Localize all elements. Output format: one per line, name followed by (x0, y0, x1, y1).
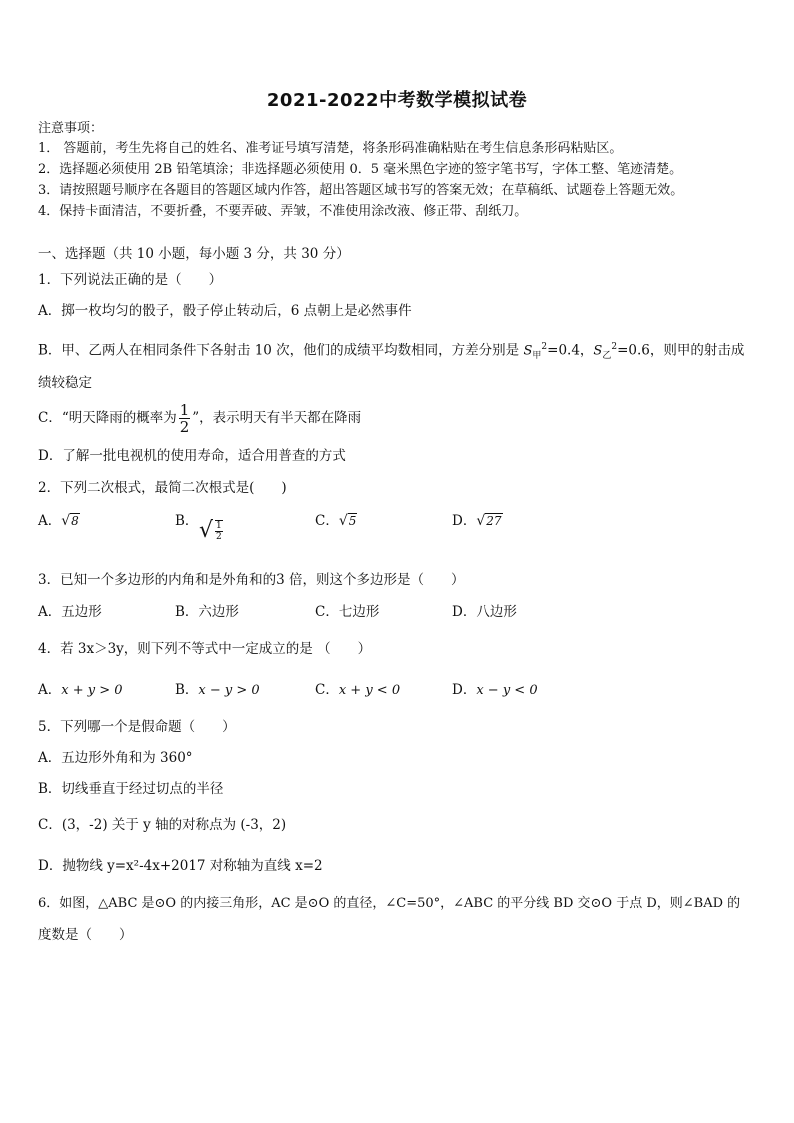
q5-option-b: B．切线垂直于经过切点的半径 (38, 781, 224, 797)
q2-b-den: 2 (216, 532, 222, 542)
q1-option-a: A．掷一枚均匀的骰子，骰子停止转动后，6 点朝上是必然事件 (38, 303, 412, 319)
q2-d-label: D． (452, 513, 477, 529)
q2-a-radicand: 8 (71, 514, 79, 528)
q2-stem: 2．下列二次根式，最简二次根式是( ) (38, 480, 287, 496)
q4-b-label: B． (175, 682, 199, 698)
notice-heading: 注意事项： (38, 121, 104, 136)
q3-stem: 3．已知一个多边形的内角和是外角和的3 倍，则这个多边形是（ ） (38, 572, 465, 588)
q2-d-radical: √27 (476, 513, 502, 529)
q4-stem: 4．若 3x＞3y，则下列不等式中一定成立的是 （ ） (38, 641, 372, 657)
q2-option-d (452, 512, 503, 530)
q5-option-a: A．五边形外角和为 360° (38, 750, 193, 766)
q1-c-pre: C．“明天降雨的概率为 (38, 410, 177, 426)
q2-c-label: C． (315, 513, 339, 529)
q4-option-d (452, 681, 538, 700)
q2-b-radical: √ $\frac{1}{2}$ (199, 518, 222, 543)
notice-item-3: 3．请按照题号顺序在各题目的答题区域内作答，超出答题区域书写的答案无效；在草稿纸、试题卷上答题无效。 (38, 183, 684, 198)
q1-b-s1: S (523, 343, 533, 359)
q1-b-text: B．甲、乙两人在相同条件下各射击 10 次，他们的成绩平均数相同，方差分别是 (38, 342, 524, 359)
q2-option-c (315, 512, 357, 530)
q2-d-radicand: 27 (486, 514, 502, 528)
q2-b-fraction (215, 520, 223, 542)
q1-c-num: 1 (179, 401, 190, 419)
q1-stem: 1．下列说法正确的是（ ） (38, 272, 223, 288)
q2-b-label: B． (175, 513, 199, 529)
q1-option-c (38, 401, 361, 435)
q1-option-b (38, 338, 744, 365)
q1-c-fraction (179, 402, 191, 435)
q1-b-val2: =0.6，则甲的射击成 (617, 342, 745, 359)
q4-c-label: C． (315, 682, 339, 698)
q4-c-expr: x + y < 0 (338, 683, 401, 698)
q1-b-sq1: 2 (541, 342, 548, 352)
q4-a-expr: x + y > 0 (61, 683, 123, 698)
q1-option-d: D．了解一批电视机的使用寿命，适合用普查的方式 (38, 448, 346, 464)
q2-c-radicand: 5 (348, 514, 357, 528)
q3-option-c: C．七边形 (315, 604, 380, 620)
notice-item-4: 4．保持卡面清洁，不要折叠，不要弄破、弄皱，不准使用涂改液、修正带、刮纸刀。 (38, 204, 528, 219)
q1-option-b-cont: 绩较稳定 (38, 375, 92, 391)
q3-option-a: A．五边形 (38, 604, 102, 620)
q5-option-c: C．(3，-2) 关于 y 轴的对称点为 (-3，2) (38, 817, 287, 833)
q4-d-label: D． (452, 682, 477, 698)
q4-option-b (175, 681, 260, 700)
q1-b-sq2: 2 (611, 342, 618, 352)
q3-option-b: B．六边形 (175, 604, 239, 620)
notice-item-1: 1． 答题前，考生先将自己的姓名、准考证号填写清楚，将条形码准确粘贴在考生信息条形码粘贴区。 (38, 141, 623, 156)
q4-option-a (38, 681, 123, 700)
q1-b-sub2: 乙 (602, 351, 612, 362)
q3-option-d: D．八边形 (452, 604, 517, 620)
q1-c-den: 2 (179, 418, 190, 436)
q4-a-label: A． (38, 682, 62, 698)
page-title: 2021-2022中考数学模拟试卷 (266, 90, 528, 111)
q1-b-val1: =0.4， (547, 342, 594, 359)
q5-stem: 5．下列哪一个是假命题（ ） (38, 719, 236, 735)
notice-item-2: 2．选择题必须使用 2B 铅笔填涂；非选择题必须使用 0．5 毫米黑色字迹的签字笔书写，字体工整、笔迹清楚。 (38, 162, 683, 177)
q2-a-label: A． (38, 513, 62, 529)
q4-d-expr: x − y < 0 (476, 683, 538, 698)
q2-option-b (175, 512, 198, 530)
q1-b-s2: S (593, 343, 603, 359)
q1-c-post: ”，表示明天有半天都在降雨 (192, 410, 362, 426)
q6-stem-line1: 6．如图，△ABC 是⊙O 的内接三角形，AC 是⊙O 的直径，∠C=50°，∠ABC 的平分线 BD 交⊙O 于点 D，则∠BAD 的 (38, 896, 741, 911)
section-heading: 一、选择题（共 10 小题，每小题 3 分，共 30 分） (38, 246, 350, 262)
q5-option-d: D．抛物线 y=x²-4x+2017 对称轴为直线 x=2 (38, 858, 323, 874)
q6-stem-line2: 度数是（ ） (38, 927, 133, 943)
q4-option-c (315, 681, 400, 700)
q2-c-radical: √5 (338, 513, 357, 529)
q2-a-radical: √8 (61, 513, 79, 529)
q4-b-expr: x − y > 0 (198, 683, 260, 698)
q1-b-sub1: 甲 (532, 351, 542, 362)
q2-b-num: 1 (216, 521, 222, 531)
q2-option-a (38, 512, 80, 530)
